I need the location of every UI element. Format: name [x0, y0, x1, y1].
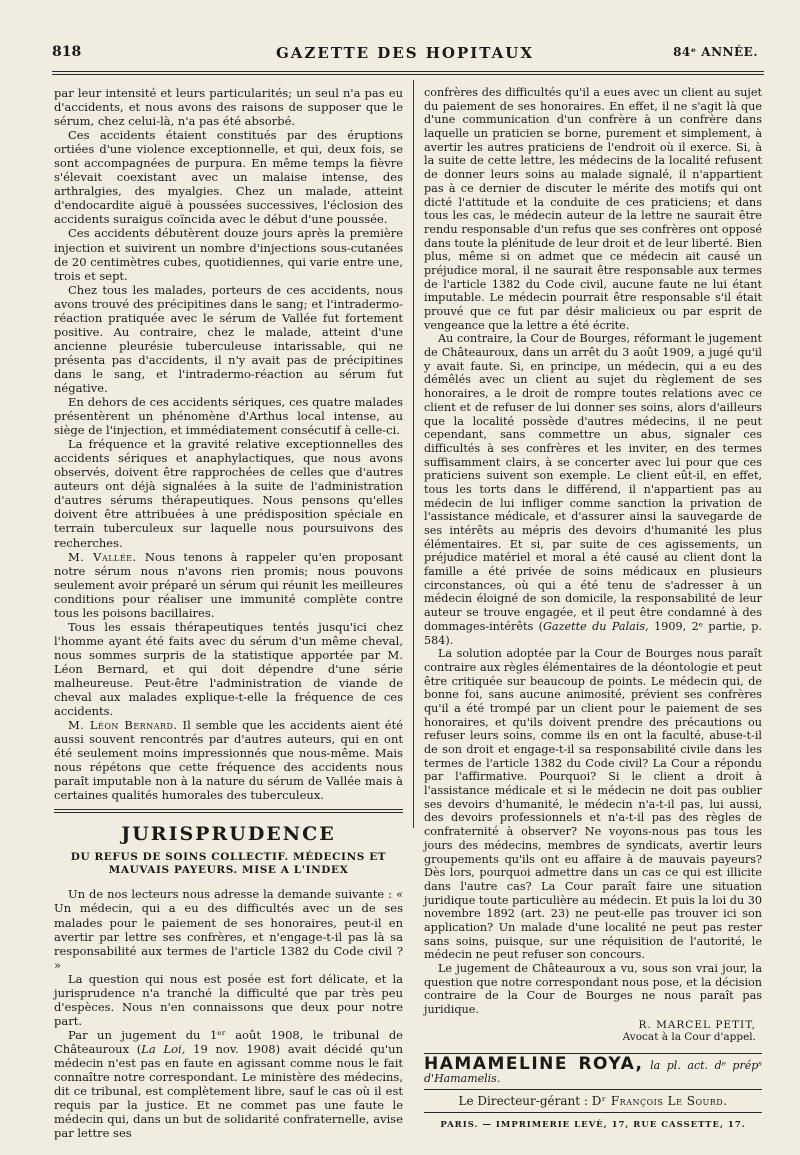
paragraph: Chez tous les malades, porteurs de ces accidents, nous avons trouvé des précipitines dans le sang; et l'intradermo-réaction pratiquée avec le sérum de Vallée fut fortement positive. Au contraire, chez le malade, atteint d'une ancienne pleurésie tuberculeuse intarissable, qui ne présenta pas d'accidents, il n'y avait pas de précipitines dans le sang, et l'intradermo-réaction au sérum fut négative. — [54, 282, 403, 395]
section-rule — [54, 809, 403, 810]
page-number: 818 — [52, 44, 82, 60]
paragraph: Le jugement de Châteauroux a vu, sous son vrai jour, la question que notre correspondant nous pose, et la décision contraire de la Cour de Bourges ne nous paraît pas juridique. — [424, 962, 762, 1017]
signature — [424, 1019, 762, 1043]
paragraph: La fréquence et la gravité relative exceptionnelles des accidents sériques et anaphylactiques, que nous avons observés, doivent être rapprochées de celles que d'autres auteurs ont déjà signalées à la suite de l'administration d'autres sérums thérapeutiques. Nous pensons qu'elles doivent être attribuées à une prédisposition spéciale en terrain tuberculeux sur laquelle nous poursuivons des recherches. — [54, 437, 403, 550]
section-title: JURISPRUDENCE — [121, 823, 336, 846]
paragraph-bourges — [424, 332, 762, 647]
paragraph: En dehors de ces accidents sériques, ces quatre malades présentèrent un phénomène d'Arthus local intense, au siège de l'injection, et immédiatement consécutif à celle-ci. — [54, 395, 403, 438]
journal-year: 84ᵉ ANNÉE. — [673, 45, 758, 59]
paragraph: La question qui nous est posée est fort délicate, et la jurisprudence n'a tranché la difficulté que par très peu d'espèces. Nous n'en connaissons que deux pour notre part. — [54, 971, 403, 1028]
section-rule-double — [54, 812, 403, 813]
right-column — [424, 86, 762, 1133]
column-divider — [413, 80, 414, 828]
text-run: Au contraire, la Cour de Bourges, réformant le jugement de Châteauroux, dans un arrêt du 3 août 1909, a jugé qu'il y avait faute. Si, en principe, un médecin, qui a eu des démêlés avec un client au sujet du règlement de ses honoraires, a le droit de rompre toutes relations avec ce client et de refuser de lui donner ses soins, alors d'ailleurs que la localité possède d'autres médecins, il ne peut cependant, sans commettre un abus, signaler ces difficultés à ses confrères et les inviter, en des termes suffisamment clairs, à se concerter avec lui pour que ces praticiens suivent son exemple. Le client eût-il, en effet, tous les torts dans le différend, il n'appartient pas au médecin de lui infliger comme sanction la privation de l'assistance médicale, et d'assurer ainsi la sauvegarde de ses intérêts au mépris des devoirs d'humanité les plus élémentaires. Et si, par suite de ces agissements, un préjudice matériel et moral a été causé au client dont la famille a été privée de soins médicaux en plusieurs circonstances, où qui a été tenu de s'adresser à un médecin éloigné de son domicile, la responsabilité de leur auteur se trouve engagée, et il peut être condamné à des dommages-intérêts ( — [424, 332, 762, 633]
paragraph: Ces accidents débutèrent douze jours après la première injection et suivirent un nombre d'injections sous-cutanées de 20 centimètres cubes, quotidiennes, qui varie entre une, trois et sept. — [54, 226, 403, 283]
text-run: Par un jugement du 1ᵉʳ août 1908, le tribunal de Châteauroux ( — [54, 1027, 403, 1056]
ad-brand: HAMAMELINE ROYA, — [424, 1053, 644, 1074]
section-subtitle: DU REFUS DE SOINS COLLECTIF. MÉDECINS ET MAUVAIS PAYEURS. MISE A L'INDEX — [70, 851, 387, 877]
ad-note: la pl. act. dᵉ prépˢ d'Hamamelis. — [424, 1058, 762, 1086]
paragraph-chateauroux — [54, 1028, 403, 1140]
signature-name: R. MARCEL PETIT, — [638, 1018, 756, 1031]
page-header — [52, 44, 758, 66]
paragraph-bernard — [54, 718, 403, 802]
text-run: 1909, 2ᵉ partie, p. 584). — [424, 619, 762, 647]
paragraph: La solution adoptée par la Cour de Bourges nous paraît contraire aux règles élémentaires de la déontologie et peut être critiquée sur beaucoup de points. Le médecin qui, de bonne foi, sans aucune animosité, prévient ses confrères qu'il a été trompé par un client pour le paiement de ses honoraires, et qu'ils doivent prendre des précautions ou refuser leurs soins, comme ils en ont la faculté, abuse-t-il de son droit et engage-t-il sa responsabilité civile dans les termes de l'article 1382 du Code civil? La Cour a répondu par l'affirmative. Pourquoi? Si le client a droit à l'assistance médicale et si le médecin ne doit pas oublier ses devoirs d'humanité, le médecin n'a-t-il pas, lui aussi, des devoirs professionnels et n'a-t-il pas des règles de confraternité à observer? Ne voyons-nous pas tous les jours des médecins, membres de syndicats, avertir leurs groupements qu'ils ont eu affaire à de mauvais payeurs? Dès lors, pourquoi admettre dans un cas ce qui est illicite dans l'autre cas? La Cour paraît faire une situation juridique toute particulière au médecin. Et puis la loi du 30 novembre 1892 (art. 23) ne peut-elle pas trouver ici son application? Un malade d'une localité ne peut pas rester sans soins, puisque, sur une réquisition de l'autorité, le médecin ne peut refuser son concours. — [424, 647, 762, 962]
journal-title: GAZETTE DES HOPITAUX — [275, 44, 534, 62]
header-rule-double — [52, 74, 764, 75]
paragraph: par leur intensité et leurs particularités; un seul n'a pas eu d'accidents, et nous avons des raisons de supposer que le sérum, chez celui-là, n'a pas été absorbé. — [54, 86, 403, 129]
advertisement — [424, 1053, 762, 1090]
paragraph: confrères des difficultés qu'il a eues avec un client au sujet du paiement de ses honoraires. En effet, il ne s'agit là que d'une communication d'un confrère à un confrère dans laquelle un praticien se borne, purement et simplement, à avertir les autres praticiens de l'endroit où il exerce. Si, à la suite de cette lettre, les médecins de la localité refusent de donner leurs soins au malade signalé, il n'appartient pas à ce dernier de discuter le mérite des motifs qui ont dicté l'attitude et la conduite de ces praticiens; et dans tous les cas, le médecin auteur de la lettre ne saurait être rendu responsable d'un refus que ses confrères ont opposé dans toute la plénitude de leur droit et de leur liberté. Bien plus, même si on admet que ce médecin ait causé un préjudice moral, il ne saurait être responsable aux termes de l'article 1382 du Code civil, aucune faute ne lui étant imputable. Le médecin pourrait être responsable s'il était prouvé que ce fut par désir malicieux ou par esprit de vengeance que la lettre a été écrite. — [424, 86, 762, 332]
signature-role: Avocat à la Cour d'appel. — [622, 1030, 756, 1043]
speaker-bernard: M. Léon Bernard. — [68, 718, 178, 733]
header-rule — [52, 71, 764, 72]
paragraph: Ces accidents étaient constitués par des éruptions ortiées d'une violence exceptionnelle, et qui, deux fois, se sont accompagnées de purpura. En même temps la fièvre s'élevait coexistant avec un malaise intense, des arthralgies, des myalgies. Chez un malade, atteint d'endocardite aiguë à poussées successives, l'éclosion des accidents suraigus coïncida avec le début d'une poussée. — [54, 128, 403, 227]
director-label: Le Directeur-gérant : — [458, 1094, 588, 1109]
text-run: 19 nov. 1908) avait décidé qu'un médecin n'est pas en faute en agissant comme nous le fait connaître notre correspondant. Le ministère des médecins, dit ce tribunal, est complètement libre, sauf le cas où il est requis par la justice. Et ne commet pas une faute le médecin qui, dans un but de solidarité confraternelle, avise par lettre ses — [54, 1041, 403, 1141]
citation-gazette-du-palais: Gazette du Palais, — [542, 619, 649, 633]
citation-la-loi: La Loi, — [141, 1041, 186, 1056]
paragraph-vallee — [54, 550, 403, 620]
paragraph: Tous les essais thérapeutiques tentés jusqu'ici chez l'homme ayant été faits avec du sérum d'un même cheval, nous sommes surpris de la statistique apportée par M. Léon Bernard, et qui doit dépendre d'une série malheureuse. Peut-être l'administration de viande de cheval aux malades explique-t-elle la fréquence de ces accidents. — [54, 619, 403, 719]
speaker-vallee: M. Vallée. — [68, 549, 137, 564]
speech-bernard: Il semble que les accidents aient été aussi souvent rencontrés par d'autres auteurs, qui en ont été seulement moins impressionnés que nous-même. Mais nous répétons que cette fréquence des accidents nous paraît imputable non à la nature du sérum de Vallée mais à certaines qualités humorales des tuberculeux. — [54, 718, 404, 803]
printer-imprint: PARIS. — IMPRIMERIE LEVÉ, 17, RUE CASSETTE, 17. — [440, 1119, 746, 1130]
left-column — [54, 86, 403, 1140]
director-name: Dʳ François Le Sourd. — [591, 1094, 728, 1109]
speech-vallee: Nous tenons à rappeler qu'en proposant notre sérum nous n'avons rien promis; nous pouvons seulement avoir préparé un sérum qui réunit les meilleures conditions pour réaliser une immunité complète contre tous les poisons bacillaires. — [54, 549, 404, 620]
director-manager-line — [424, 1095, 762, 1113]
paragraph: Un de nos lecteurs nous adresse la demande suivante : « Un médecin, qui a eu des difficultés avec un de ses malades pour le paiement de ses honoraires, peut-il en avertir par lettre ses confrères, et n'engage-t-il pas là sa responsabilité aux termes de l'article 1382 du Code civil ? » — [54, 887, 403, 972]
